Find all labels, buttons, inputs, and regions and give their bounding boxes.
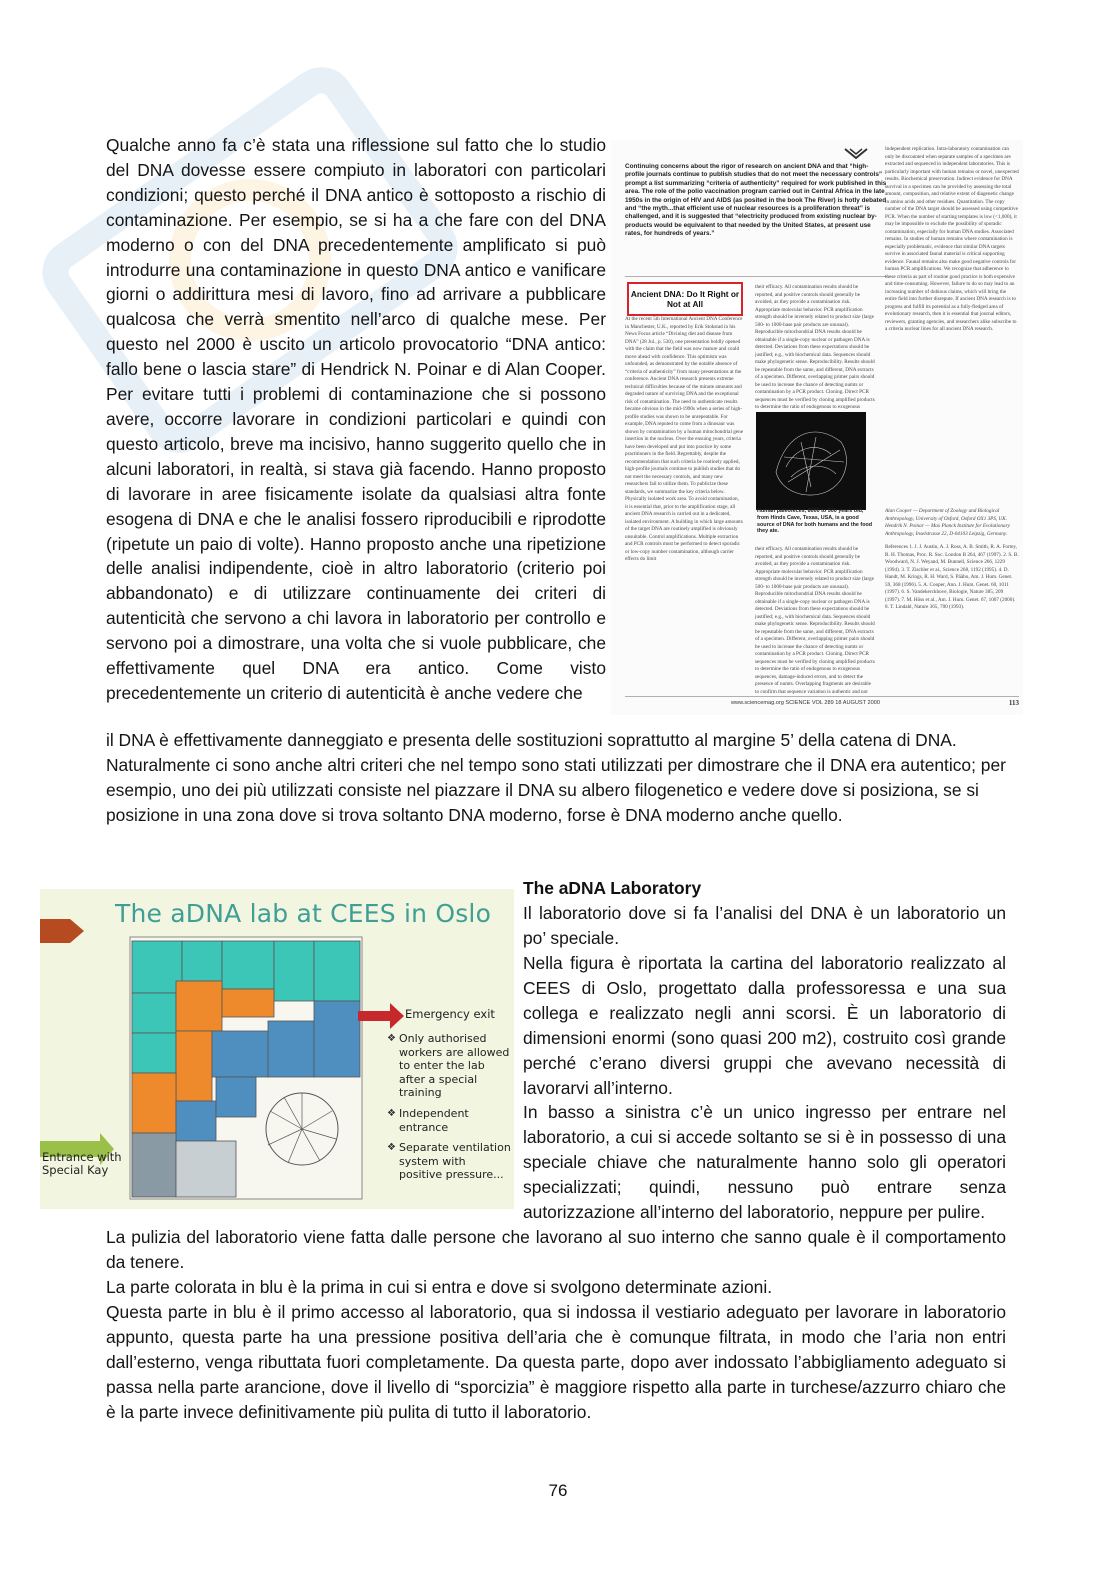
bullet-icon: ❖: [387, 1142, 396, 1154]
slide-title: The aDNA lab at CEES in Oslo: [115, 899, 492, 928]
cleaning-paragraph: La pulizia del laboratorio viene fatta dalle persone che lavorano al suo interno che sanno quale è il comportamento da tenere.: [106, 1227, 1006, 1272]
paleofeces-photo: [756, 412, 866, 510]
article-references: References 1. J. J. Austin, A. J. Ross, A. B. Smith, R. A. Fortey, R. H. Thomas, Proc. R. Soc. London B 264, 467 (1997). 2. S. B. Woodward, N. J. Weyand, M. Bunnell, Science 266, 1229 (1994). 3. T. Zischler et al., Science 268, 1192 (1995). 4. D. Handt, M. Krings, R. H. Ward, S. Pääbo, Am. J. Hum. Genet. 59, 368 (1996). 5. A. Cooper, Ann. J. Hum. Genet. 60, 1011 (1997). 6. S. Vandekerckhove, Biologie, Nature 385, 209 (1997). 7. M. Höss et al., Am. J. Hum. Genet. 67, 1007 (2000). 8. T. Lindahl, Nature 365, 700 (1993).: [885, 544, 1019, 610]
bullet-icon: ❖: [387, 1033, 396, 1044]
lab-plan-slide: [40, 889, 514, 1209]
emergency-exit-label: Emergency exit: [405, 1007, 495, 1021]
article-column-3: Independent replication. Intra-laboratory contamination can only be discounted when separate samples of a specimen are extracted and sequenced in independent laboratories. This is particularly important with human remains or novel, unexpected results. Biochemical preservation. Indirect evidence for DNA survival in a specimen can be provided by assessing the total amount, composition, and relative extent of diagenetic change in amino acids and other residues. Quantitation. The copy number of the DNA target should be assessed using competitive PCR. When the number of starting templates is low (<1,000), it may be impossible to exclude the possibility of sporadic contamination, especially for human DNA studies. Associated remains. In studies of human remains where contamination is especially problematic, evidence that similar DNA targets survive in associated faunal material is critical supporting evidence. Faunal remains also make good negative controls for human PCR amplifications. We recognize that adherence to these criteria as part of routine good practice is both expensive and time-consuming. However, failure to do so may lead to an increasing number of dubious claims, which will bring the entire field into further disrepute. If ancient DNA research is to progress and fulfill its potential as a fully-fledged area of evolutionary research, then it is essential that journal editors, reviewers, granting agencies, and researchers alike subscribe to a criteria nuclear lines for all ancient DNA research.: [885, 146, 1019, 332]
intro-paragraph-continued: il DNA è effettivamente danneggiato e presenta delle sostituzioni soprattutto al margine 5’ della catena di DNA. Naturalmente ci sono anche altri criteri che nel tempo sono stati utilizzati per dimostrare che il DNA era autentico; per esempio, uno dei più utilizzati consiste nel piazzare il DNA su albero filogenetico e vedere dove si posiziona, se si posizione in una zona dove si trova soltanto DNA moderno, forse è DNA moderno anche quello.: [106, 730, 1006, 825]
bullet-text: Only authorised workers are allowed to enter the lab after a special training: [399, 1032, 510, 1100]
article-column-1: At the recent 5th International Ancient DNA Conference in Manchester, U.K., reported by Erik Stokstad in his News Focus article “Divining diet and disease from DNA” (28 Jul., p. 530), one presentation boldly opened with the claim that the field was now mature and could move ahead with confidence. This optimism was unfounded, as demonstrated by the notable absence of “criteria of authenticity” from many presentations at the conference. Ancient DNA research presents extreme technical difficulties because of the minute amounts and degraded nature of surviving DNA and the exceptional risk of contamination. The need to authenticate results became obvious in the mid-1990s when a series of high-profile studies was shown to be unrepeatable. For example, DNA reputed to come from a dinosaur was shown by contamination by a human mitochondrial gene insertion in the nucleus. Over the ensuing years, criteria have been developed and put into practice by some practitioners in the field. Regrettably, despite the recommendation that such criteria be routinely applied, high-profile journals continue to publish studies that do not meet the necessary controls, and many new researchers fail to utilize them. To publicize these standards, we summarize the key criteria below. Physically isolated work area. To avoid contamination, it is essential that, prior to the amplification stage, all ancient DNA research is carried out in a dedicated, isolated environment. A building in which large amounts of the target DNA are routinely amplified is obviously unsuitable. Control amplifications. Multiple extraction and PCR controls must be performed to detect sporadic or low-copy number contamination, although carrier effects do limit: [625, 316, 743, 562]
photo-caption: Human paleofeces, 8000 to 500 years old, from Hinds Cave, Texas, USA, is a good source of DNA for both humans and the food they ate.: [757, 508, 873, 535]
article-intro-text: Continuing concerns about the rigor of research on ancient DNA and that “high-profile journals continue to publish studies that do not meet the necessary controls” prompt a list summarizing “criteria of authenticity” required for work published in this area. The role of the polio vaccination program carried out in Central Africa in the late 1950s in the origin of HIV and AIDS (as posited in the book The River) is hotly debated and “the myth...that efficient use of nuclear resources is a proliferation threat” is challenged, and it is suggested that “electricity produced from existing nuclear by-products would be equivalent to that needed by the United States, at present use rates, for hundreds of years.”: [625, 163, 887, 238]
lab-paragraph-3: In basso a sinistra c’è un unico ingresso per entrare nel laboratorio, a cui si accede soltanto se si è in possesso di una speciale chiave che naturalmente hanno solo gli operatori specializzati; quindi, nessuno può entrare senza autorizzazione all’interno del laboratorio, neppure per pulire.: [523, 1102, 1006, 1222]
intro-paragraph: Qualche anno fa c’è stata una riflessione sul fatto che lo studio del DNA dovesse essere compiuto in laboratori con particolari condizioni; questo perché il DNA antico è sottoposto a rischio di contaminazione. Per esempio, se si ha a che fare con del DNA moderno o con del DNA precedentemente amplificato si può introdurre una contaminazione in questo DNA antico e vanificare giorni o addirittura mesi di lavoro, fino ad arrivare a pubblicare qualcosa che verrà smentito nell’arco di qualche mese. Per questo nel 2000 è uscito un articolo provocatorio “DNA antico: fallo bene o lascia stare” di Hendrick N. Poinar e di Alan Cooper. Per evitare tutti i problemi di contaminazione che si possono avere, occorre lavorare in condizioni particolari e quindi con questo articolo, breve ma incisivo, hanno suggerito quello che in alcuni laboratori, in realtà, si stava già facendo. Hanno proposto di lavorare in aree fisicamente isolate da qualsiasi altra fonte esogena di DNA e che le analisi fossero riproducibili e riprodotte (ripetute un paio di volte). Hanno proposto anche una ripetizione delle analisi indipendente, cioè in altro laboratorio (criterio poi abbandonato) e di utilizzare continuamente dei criteri di autenticità che servono a chi lavora in laboratorio per controllo e servono poi a dimostrare, una volta che si vuole pubblicare, che effettivamente quel DNA era antico. Come visto precedentemente un criterio di autenticità è anche vedere che: [106, 135, 606, 703]
bullet-text: Independent entrance: [399, 1106, 469, 1134]
section-heading: The aDNA Laboratory: [523, 878, 702, 898]
slide-bullets: [387, 1032, 512, 1189]
article-column-2-top: their efficacy. All contamination results should be reported, and positive controls should generally be avoided, as they provide a contamination risk. Appropriate molecular behavior. PCR amplification strength should be inversely related to product size (large 500- to 1000-base pair products are unusual). Reproducible mitochondrial DNA results should be obtainable if a single-copy nuclear or pathogen DNA is detected. Deviations from these expectations should be justified; e.g., with biochemical data. Sequences should make phylogenetic sense. Reproducibility. Results should be repeatable from the same, and different, DNA extracts of a specimen. Different, overlapping primer pairs should be used to increase the chance of detecting numts or contamination by a PCR product. Cloning. Direct PCR sequences must be verified by cloning amplified products to determine the ratio of endogenous to exogenous: [755, 284, 875, 410]
science-logo-icon: [843, 146, 869, 160]
slide-bullet: [387, 1032, 512, 1100]
article-box-title: Ancient DNA: Do It Right or Not at All: [627, 282, 743, 316]
slide-bullet: [387, 1141, 512, 1182]
article-footer: www.sciencemag.org SCIENCE VOL 289 18 AUGUST 2000: [731, 700, 880, 706]
lab-paragraph-2: Nella figura è riportata la cartina del laboratorio realizzato al CEES di Oslo, progettato dalla professoressa e una sua collega e realizzato negli anni scorsi. È un laboratorio di dimensioni enormi (sono quasi 200 m2), costruito così grande perché c’erano diversi gruppi che avevano necessità di lavorarvi all’interno.: [523, 953, 1006, 1098]
lab-paragraph-1: Il laboratorio dove si fa l’analisi del DNA è un laboratorio un po’ speciale.: [523, 903, 1006, 948]
article-divider: [625, 276, 887, 277]
article-page-number: 113: [1008, 699, 1019, 707]
bullet-text: Separate ventilation system with positive pressure...: [399, 1141, 511, 1182]
page-number: 76: [548, 1481, 568, 1500]
science-article-image: [611, 140, 1023, 715]
blue-area-intro: La parte colorata in blu è la prima in cui si entra e dove si svolgono determinate azioni.: [106, 1277, 773, 1297]
article-column-2-bottom: their efficacy. All contamination results should be reported, and positive controls should generally be avoided, as they provide a contamination risk. Appropriate molecular behavior. PCR amplification strength should be inversely related to product size (large 500- to 1000-base pair products are unusual). Reproducible mitochondrial DNA results should be obtainable if a single-copy nuclear or pathogen DNA is detected. Deviations from these expectations should be justified; e.g., with biochemical data. Sequences should make phylogenetic sense. Reproducibility. Results should be repeatable from the same, and different, DNA extracts of a specimen. Different, overlapping primer pairs should be used to increase the chance of detecting numts or contamination by a PCR product. Cloning. Direct PCR sequences must be verified by cloning amplified products to determine the ratio of endogenous to exogenous sequences, damage-induced errors, and to detect the presence of numts. Overlapping fragments are desirable to confirm that sequence variation is authentic and not: [755, 546, 875, 694]
bullet-icon: ❖: [387, 1107, 396, 1119]
article-footer-rule: [625, 696, 1019, 697]
entrance-label: Entrance with Special Kay: [42, 1150, 122, 1177]
slide-bullet: [387, 1107, 512, 1134]
blue-area-paragraph: Questa parte in blu è il primo accesso al laboratorio, qua si indossa il vestiario adeguato per lavorare in laboratorio appunto, questa parte ha una pressione positiva dell’aria che è comunque filtrata, in modo che l’aria non entri dall’esterno, venga ributtata fuori completamente. Da questa parte, dopo aver indossato l’abbigliamento adeguato si passa nella parte arancione, dove il livello di “sporcizia” è maggiore rispetto alla parte in turchese/azzurro chiaro che è la parte invece definitivamente più pulita di tutto il laboratorio.: [106, 1302, 1006, 1422]
article-authors: Alan Cooper — Department of Zoology and Biological Anthropology, University of Oxford, Oxford OX1 3PS, UK. Hendrik N. Poinar — Max Planck Institute for Evolutionary Anthropology, Inselstrasse 22, D-04103 Leipzig, Germany.: [885, 508, 1010, 537]
